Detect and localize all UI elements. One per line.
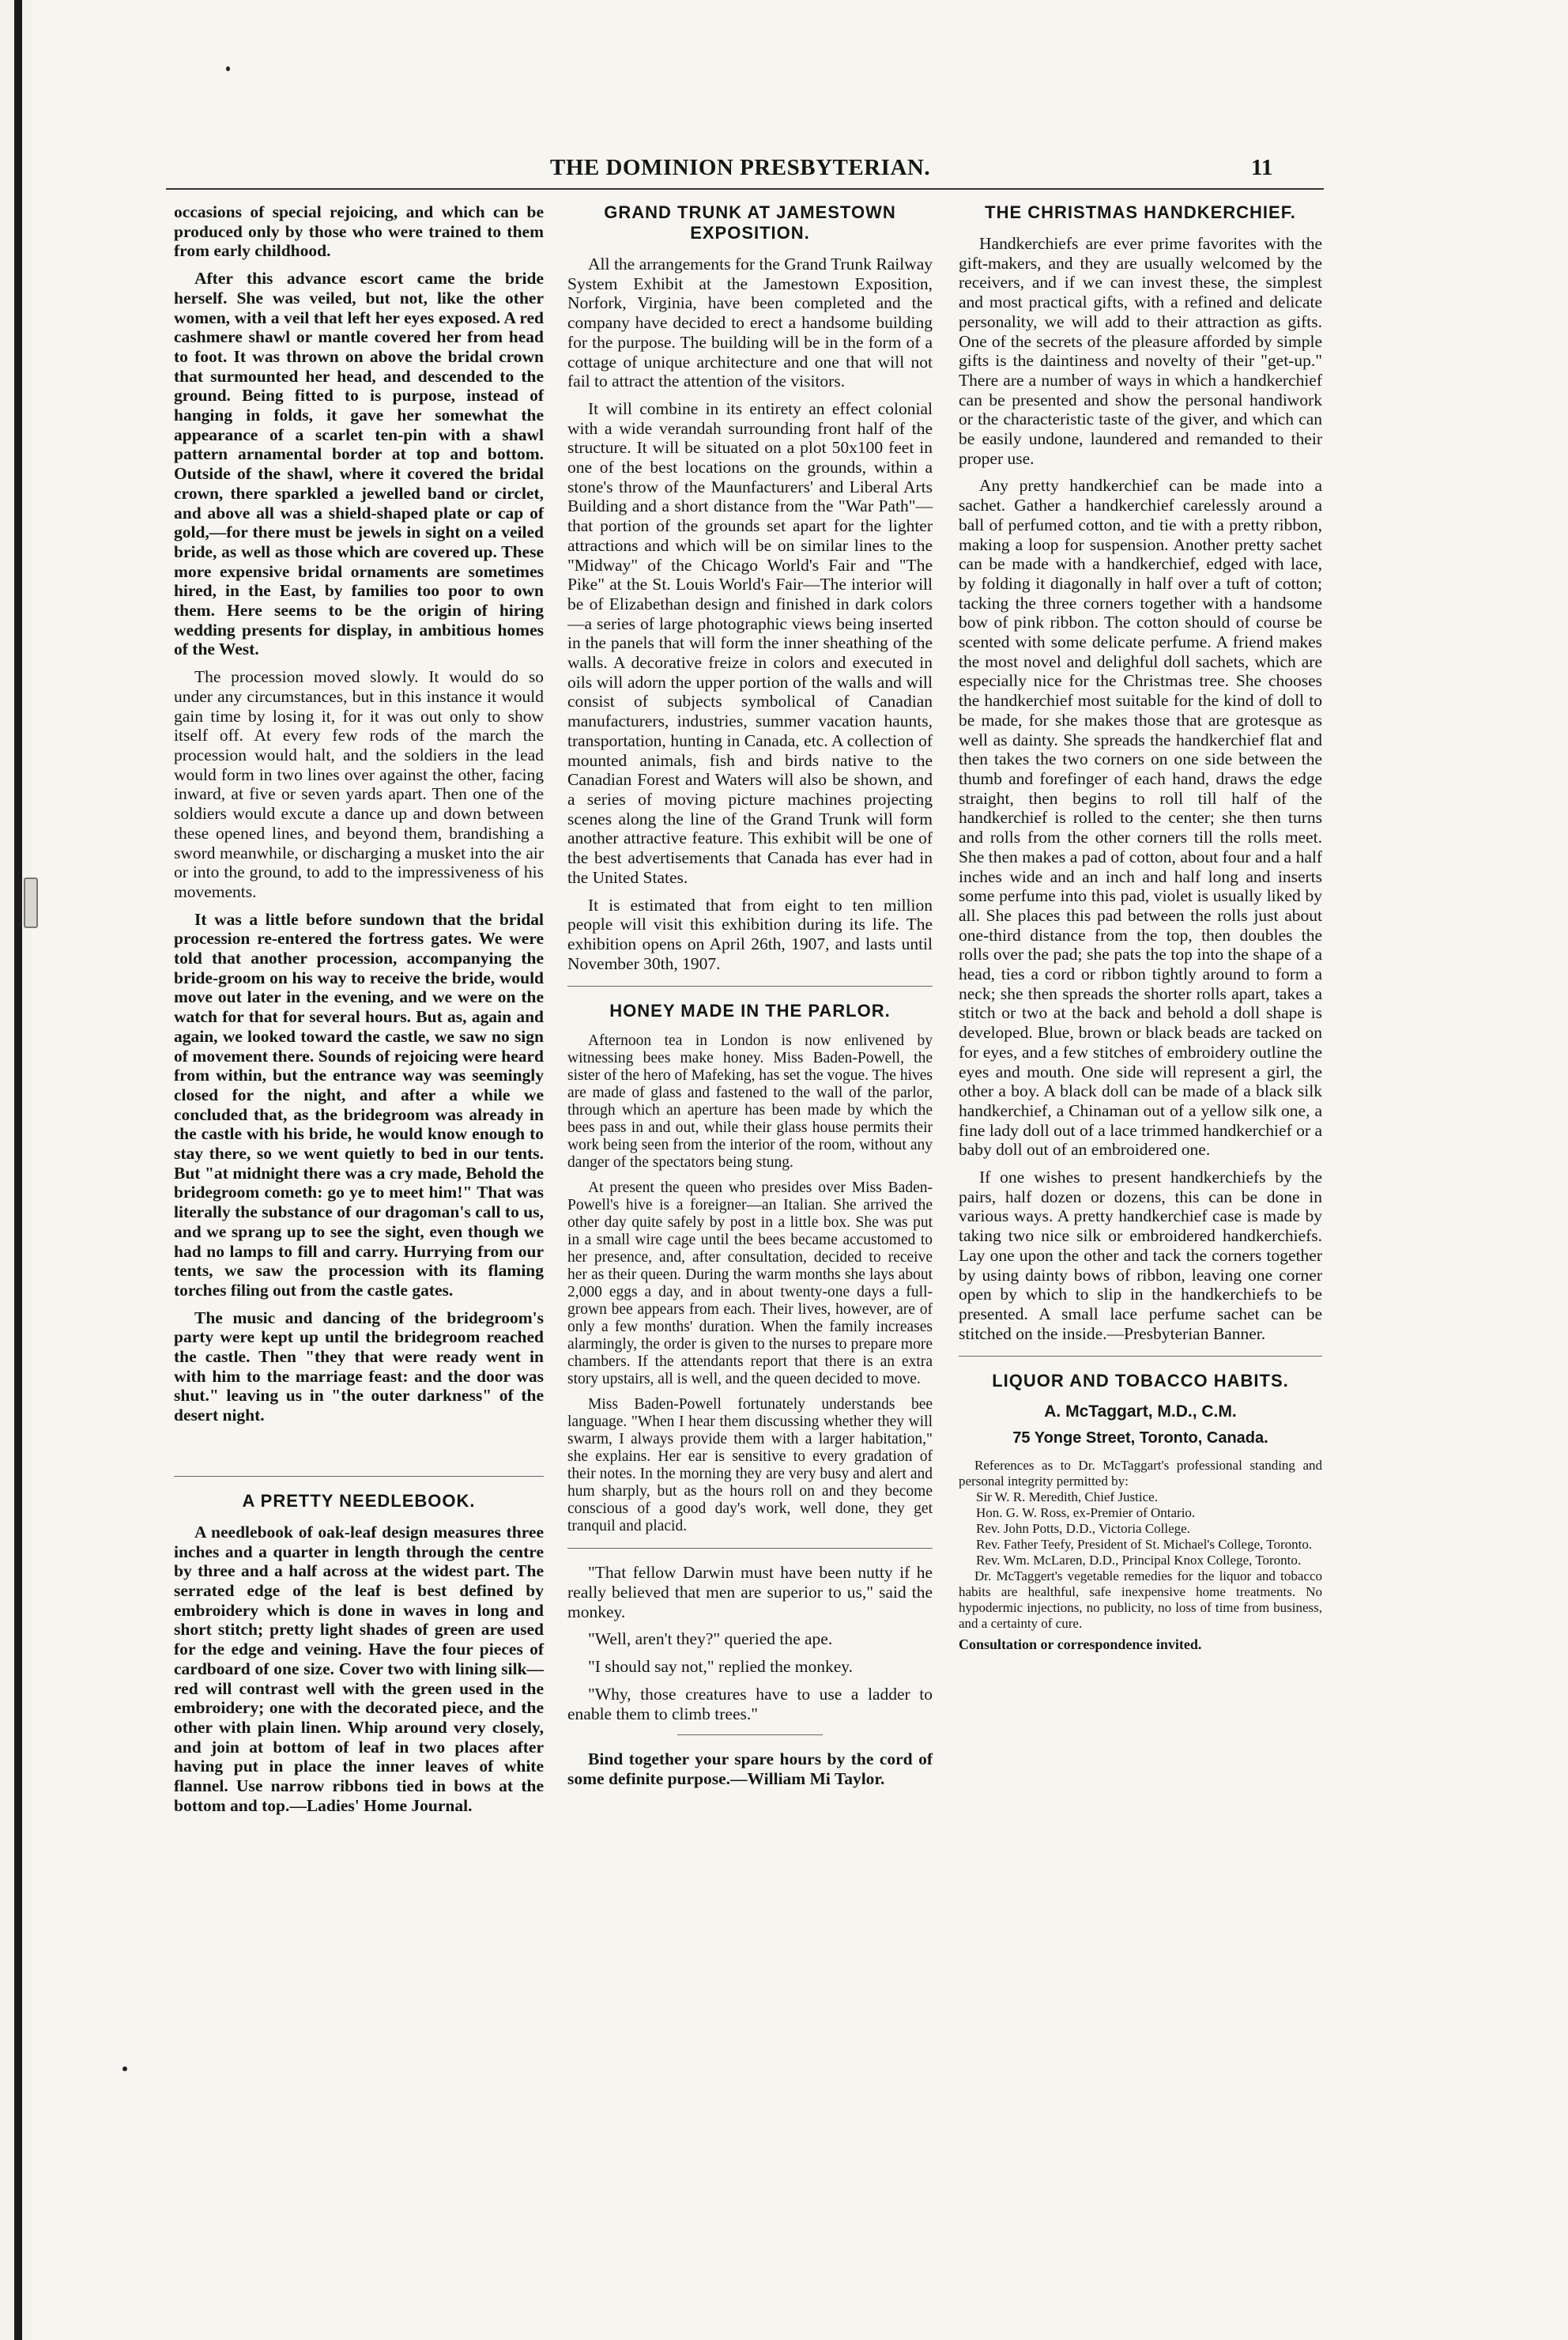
ad-address: 75 Yonge Street, Toronto, Canada. bbox=[1012, 1429, 1268, 1447]
ad-reference: Rev. John Potts, D.D., Victoria College. bbox=[976, 1520, 1190, 1536]
masthead: THE DOMINION PRESBYTERIAN. bbox=[550, 155, 931, 180]
article-paragraph: At present the queen who presides over Miss Baden-Powell's hive is a foreigner—an Italian. She arrived the other day quite safely by post in a little box. She was put in a small wire cage until the bees became accustomed to her presence, and, after consultation, decided to receive her as their queen. During the warm months she lays about 2,000 eggs a day, and in about twenty-one days a full-grown bee appears from each. Their lives, however, are of only a few months' duration. When the family increases alarmingly, the order is given to the nurses to prepare more chambers. If the attendants report that there is an extra story upstairs, all is well, and the queen decided to move. bbox=[567, 1179, 933, 1388]
ad-closing: Consultation or correspondence invited. bbox=[959, 1636, 1202, 1652]
article-paragraph: If one wishes to present handkerchiefs by the pairs, half dozen or dozens, this can be done in various ways. A pretty handkerchief case is made by taking two nice silk or embroidered handkerchiefs. Lay one upon the other and tack the corners together by using dainty bows of ribbon, leaving one corner open by which to slip in the handkerchiefs to be presented. A small lace perfume sachet can be stitched on the inside.—Presbyterian Banner. bbox=[959, 1168, 1322, 1343]
article-paragraph: The procession moved slowly. It would do so under any circumstances, but in this instance it would gain time by losing it, for it was out only to show itself off. At every few rods of the march the procession would halt, and the soldiers in the lead would form in two lines over against the other, facing inward, at five or seven yards apart. Then one of the soldiers would excute a dance up and down between these opened lines, and beyond them, brandishing a sword meanwhile, or discharging a musket into the air or into the ground, to add to the impressiveness of his movements. bbox=[174, 667, 544, 901]
article-paragraph: The music and dancing of the bridegroom's party were kept up until the bridegroom reached the castle. Then "they that were ready went in with him to the marriage feast: and the door was shut." leaving us in "the outer darkness" of the desert night. bbox=[174, 1308, 544, 1425]
ad-reference: Sir W. R. Meredith, Chief Justice. bbox=[976, 1489, 1158, 1504]
ad-intro: References as to Dr. McTaggart's professional standing and personal integrity permitted by: bbox=[959, 1457, 1322, 1489]
article-paragraph: A needlebook of oak-leaf design measures three inches and a quarter in length through the centre by three and a half across at the widest part. The serrated edge of the leaf is best defined by embroidery which is done in waves in long and short stitch; pretty light shades of green are used for the edge and veining. Have the four pieces of cardboard of one size. Cover two with lining silk—red will contrast well with the green used in the embroidery; one with the decorated piece, and the other with plain linen. Whip around very closely, and join at bottom of leaf in two places after having put in place the inner leaves of white flannel. Use narrow ribbons tied in bows at the bottom and top.—Ladies' Home Journal. bbox=[174, 1522, 544, 1815]
ad-body: Dr. McTaggert's vegetable remedies for the liquor and tobacco habits are healthful, safe inexpensive home treatments. No hypodermic injections, no publicity, no loss of time from business, and a certainty of cure. bbox=[959, 1568, 1322, 1631]
article-paragraph: It will combine in its entirety an effect colonial with a wide verandah surrounding front half of the structure. It will be situated on a plot 50x100 feet in one of the best locations on the grounds, within a stone's throw of the Maunfacturers' and Liberal Arts Building and a short distance from the "War Path"—that portion of the grounds set apart for the lighter attractions and which will be on similar lines to the "Midway" of the Chicago World's Fair and "The Pike" at the St. Louis World's Fair—The interior will be of Elizabethan design and finished in dark colors—a series of large photographic views being inserted in the panels that will form the inner sheathing of the walls. A decorative freize in colors and executed in oils will adorn the upper portion of the walls and will consist of subjects symbolical of Canadian manufacturers, industries, summer vacation haunts, transportation, hunting in Canada, etc. A collection of mounted animals, fish and birds native to the Canadian Forest and Waters will also be shown, and a series of moving picture machines projecting scenes along the line of the Grand Trunk will form another attractive feature. This exhibit will be one of the best advertisements that Canada has ever had in the United States. bbox=[567, 398, 933, 887]
article-paragraph: All the arrangements for the Grand Trunk Railway System Exhibit at the Jamestown Exposition, Norfork, Virginia, have been completed and the company have decided to erect a handsome building for the purpose. The building will be in the form of a cottage of unique architecture and one that will not fail to attract the attention of the visitors. bbox=[567, 255, 933, 391]
ink-speck bbox=[226, 66, 230, 71]
short-divider bbox=[677, 1734, 824, 1735]
header-rule bbox=[166, 188, 1324, 190]
needlebook-headline: A PRETTY NEEDLEBOOK. bbox=[242, 1490, 476, 1511]
ad-references bbox=[959, 1458, 1322, 1652]
spacer bbox=[174, 1433, 544, 1463]
article-paragraph: Afternoon tea in London is now enlivened by witnessing bees make honey. Miss Baden-Powell, the sister of the hero of Mafeking, has set the vogue. The hives are made of glass and fastened to the wall of the parlor, through which an aperture has been made by which the bees pass in and out, while their glass house permits their work being seen from the interior of the room, without any danger of the spectators being stung. bbox=[567, 1032, 933, 1172]
column-divider bbox=[174, 1476, 544, 1477]
ad-doctor-name: A. McTaggart, M.D., C.M. bbox=[1044, 1402, 1237, 1421]
article-paragraph: "I should say not," replied the monkey. bbox=[588, 1657, 854, 1677]
article-paragraph: Handkerchiefs are ever prime favorites with the gift-makers, and they are usually welcomed by the receivers, and if we can invest these, the simplest and most practical gifts, with a refined and delicate personality, we will add to their attraction as gifts. One of the secrets of the pleasure afforded by simple gifts is the daintiness and novelty of their "get-up." There are a number of ways in which a handkerchief can be presented and show the personal handiwork or the characteristic taste of the giver, and which can be easily undone, laundered and remanded to their proper use. bbox=[959, 234, 1322, 468]
column-divider bbox=[567, 1548, 933, 1549]
ad-reference: Rev. Father Teefy, President of St. Michael's College, Toronto. bbox=[976, 1536, 1313, 1552]
article-paragraph: occasions of special rejoicing, and which can be produced only by those who were trained to them from early childhood. bbox=[174, 202, 544, 261]
column-divider bbox=[567, 986, 933, 987]
column-2 bbox=[567, 202, 933, 1797]
column-3 bbox=[959, 202, 1322, 1652]
article-paragraph: It was a little before sundown that the bridal procession re-entered the fortress gates. We were told that another procession, accompanying the bride-groom on his way to receive the bride, would move out later in the evening, and we were on the watch for that for several hours. But as, again and again, we looked toward the castle, we saw no sign of movement there. Sounds of rejoicing were heard from within, but the entrance way was seemingly closed for the night, and after a while we concluded that, as the bridegroom was already in the castle with his bride, he would know enough to stay there, so we went quietly to bed in our tents. But "at midnight there was a cry made, Behold the bridegroom cometh: go ye to meet him!" That was literally the substance of our dragoman's call to us, and we sprang up to see the sight, even though we had no lamps to fill and carry. Hurrying from our tents, we saw the procession with its flaming torches filing out from the castle gates. bbox=[174, 909, 544, 1300]
article-paragraph: Miss Baden-Powell fortunately understands bee language. "When I hear them discussing whether they will swarm, I always provide them with a larger habitation," she explains. Her ear is sensitive to every gradation of their notes. In the morning they are very busy and alert and hum sharply, but as the hours roll on and they become conscious of a good day's work, well done, they get tranquil and placid. bbox=[567, 1396, 933, 1535]
page-number: 11 bbox=[1251, 155, 1273, 180]
grand-trunk-headline: GRAND TRUNK AT JAMESTOWN EXPOSITION. bbox=[604, 202, 896, 243]
binding-clip bbox=[24, 878, 38, 928]
column-divider bbox=[959, 1356, 1322, 1357]
quote-paragraph: Bind together your spare hours by the cord of some definite purpose.—William Mi Taylor. bbox=[567, 1749, 933, 1788]
ad-headline: LIQUOR AND TOBACCO HABITS. bbox=[992, 1371, 1289, 1391]
article-paragraph: "That fellow Darwin must have been nutty if he really believed that men are superior to us," said the monkey. bbox=[567, 1563, 933, 1621]
article-paragraph: After this advance escort came the bride herself. She was veiled, but not, like the other women, with a veil that left her eyes exposed. A red cashmere shawl or mantle covered her from head to foot. It was thrown on above the bridal crown that surmounted her head, and descended to the ground. Being fitted to is purpose, instead of hanging in folds, it gave her somewhat the appearance of a scarlet ten-pin with a shawl pattern arnamental border at top and bottom. Outside of the shawl, where it covered the bridal crown, there sparkled a jewelled band or circlet, and above all was a shield-shaped plate or cap of gold,—for there must be jewels in sight on a veiled bride, as well as those which are covered up. These more expensive bridal ornaments are sometimes hired, in the East, by families too poor to own them. Here seems to be the origin of hiring wedding presents for display, in ambitious homes of the West. bbox=[174, 269, 544, 659]
ink-speck bbox=[122, 2066, 127, 2071]
ad-reference: Rev. Wm. McLaren, D.D., Principal Knox College, Toronto. bbox=[976, 1552, 1302, 1568]
handkerchief-headline: THE CHRISTMAS HANDKERCHIEF. bbox=[985, 202, 1296, 222]
article-paragraph: "Why, those creatures have to use a ladder to enable them to climb trees." bbox=[567, 1684, 933, 1723]
article-paragraph: "Well, aren't they?" queried the ape. bbox=[588, 1629, 833, 1649]
column-1 bbox=[174, 202, 544, 1823]
ad-reference: Hon. G. W. Ross, ex-Premier of Ontario. bbox=[976, 1504, 1196, 1520]
binding-edge bbox=[14, 0, 22, 2340]
article-paragraph: It is estimated that from eight to ten million people will visit this exhibition during its life. The exhibition opens on April 26th, 1907, and lasts until November 30th, 1907. bbox=[567, 895, 933, 973]
article-paragraph: Any pretty handkerchief can be made into a sachet. Gather a handkerchief carelessly around a ball of perfumed cotton, and tie with a pretty ribbon, making a loop for suspension. Another pretty sachet can be made with a handkerchief, edged with lace, by folding it diagonally in half over a tuft of cotton; tacking the three corners together with a handsome bow of pink ribbon. The cotton should of course be scented with some delicate perfume. A friend makes the most novel and delighful doll sachets, which are especially nice for the Christmas tree. She chooses the handkerchief most suitable for the kind of doll to be made, for she makes those that are grotesque as well as dainty. She spreads the handkerchief flat and then takes the two corners on one side between the thumb and forefinger of each hand, draws the edge straight, then begins to roll till half of the handkerchief is rolled to the center; she then turns and rolls from the other corners till the rolls meet. She then makes a pad of cotton, about four and a half inches wide and an inch and half long and inserts some perfume into this pad, violet is usually liked by all. She places this pad between the rolls just about one-third distance from the top, then doubles the rolls over the pad; she pats the top into the shape of a head, ties a cord or ribbon tightly around to form a neck; she then spreads the shorter rolls apart, takes a stitch or two at the back and behold a doll shape is developed. Blue, brown or black beads are tacked on for eyes, and a few stitches of embroidery outline the eyes and mouth. One side will represent a girl, the other a boy. A black doll can be made of a black silk handkerchief, a Chinaman out of a yellow silk one, a fine lady doll out of a lace trimmed handkerchief or a baby doll out of an embroidered one. bbox=[959, 476, 1322, 1160]
honey-headline: HONEY MADE IN THE PARLOR. bbox=[609, 1001, 891, 1021]
